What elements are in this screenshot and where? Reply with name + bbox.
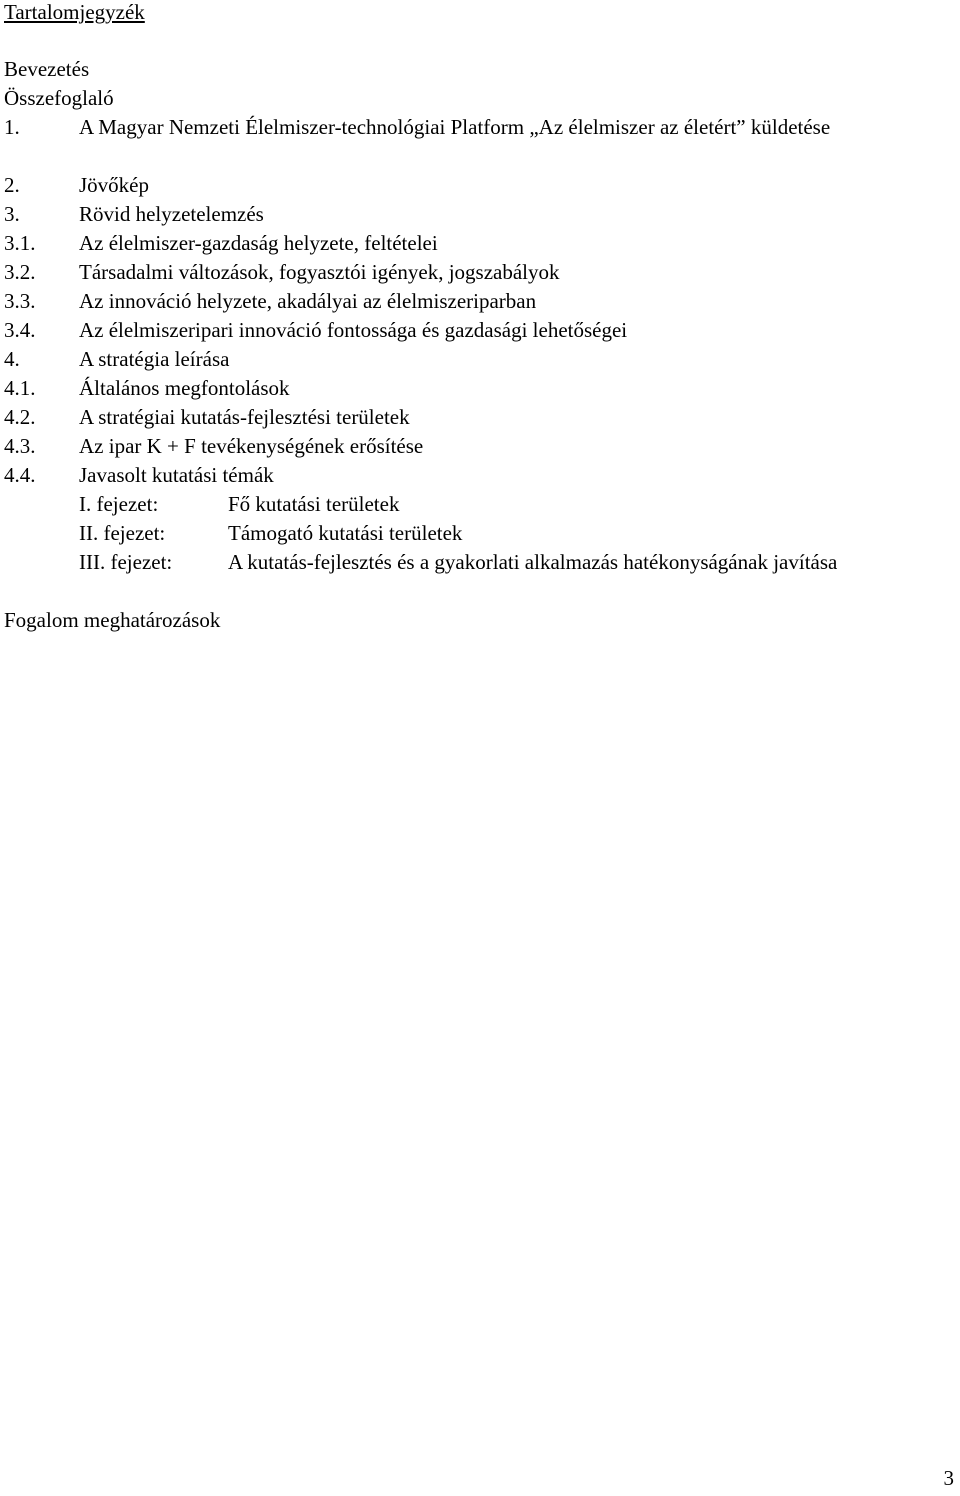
toc-entry-3-3 <box>0 287 960 316</box>
toc-entry-4-1 <box>0 374 960 403</box>
toc-entry-text: Az élelmiszeripari innováció fontossága és gazdasági lehetőségei <box>79 318 628 342</box>
toc-entry-text: A Magyar Nemzeti Élelmiszer-technológiai Platform „Az élelmiszer az életért” küldetése <box>79 115 831 139</box>
toc-entry-number: 4.3. <box>4 434 36 458</box>
toc-entry-text: A stratégiai kutatás-fejlesztési területek <box>79 405 410 429</box>
toc-entry-glossary <box>0 606 960 635</box>
toc-chapter-text: Fő kutatási területek <box>228 492 400 516</box>
toc-chapter-2 <box>0 519 960 548</box>
toc-entry-text: Társadalmi változások, fogyasztói igények, jogszabályok <box>79 260 560 284</box>
toc-entry-3-4 <box>0 316 960 345</box>
toc-entry-text: Fogalom meghatározások <box>4 608 221 632</box>
toc-entry-number: 2. <box>4 173 20 197</box>
toc-chapter-text: A kutatás-fejlesztés és a gyakorlati alkalmazás hatékonyságának javítása <box>228 550 838 574</box>
toc-entry-text: Rövid helyzetelemzés <box>79 202 264 226</box>
toc-entry-3-2 <box>0 258 960 287</box>
toc-entry-text: Általános megfontolások <box>79 376 290 400</box>
toc-chapter-3 <box>0 548 960 606</box>
toc-entry-4-2 <box>0 403 960 432</box>
toc-chapter-label: I. fejezet: <box>79 492 159 516</box>
toc-entry-number: 3. <box>4 202 20 226</box>
toc-entry-text: Az élelmiszer-gazdaság helyzete, feltételei <box>79 231 438 255</box>
toc-entry-text: Jövőkép <box>79 173 149 197</box>
table-of-contents <box>0 55 960 635</box>
page-title: Tartalomjegyzék <box>4 0 145 24</box>
toc-entry-text: Összefoglaló <box>4 86 114 110</box>
toc-entry-number: 4.4. <box>4 463 36 487</box>
toc-entry-3-1 <box>0 229 960 258</box>
toc-entry-intro <box>0 55 960 84</box>
toc-entry-text: Javasolt kutatási témák <box>79 463 274 487</box>
toc-entry-text: A stratégia leírása <box>79 347 230 371</box>
toc-chapter-text: Támogató kutatási területek <box>228 521 463 545</box>
toc-entry-summary <box>0 84 960 113</box>
toc-entry-number: 3.1. <box>4 231 36 255</box>
toc-entry-1 <box>0 113 960 171</box>
toc-entry-2 <box>0 171 960 200</box>
toc-entry-number: 4.1. <box>4 376 36 400</box>
toc-chapter-label: II. fejezet: <box>79 521 166 545</box>
toc-entry-text: Az innováció helyzete, akadályai az élelmiszeriparban <box>79 289 537 313</box>
toc-entry-number: 4.2. <box>4 405 36 429</box>
toc-chapter-1 <box>0 490 960 519</box>
toc-entry-4-4 <box>0 461 960 490</box>
toc-entry-number: 1. <box>4 115 20 139</box>
page-number: 3 <box>943 1466 954 1490</box>
toc-entry-text: Bevezetés <box>4 57 90 81</box>
toc-entry-number: 4. <box>4 347 20 371</box>
toc-entry-4-3 <box>0 432 960 461</box>
toc-entry-number: 3.2. <box>4 260 36 284</box>
toc-entry-text: Az ipar K + F tevékenységének erősítése <box>79 434 424 458</box>
toc-entry-4 <box>0 345 960 374</box>
toc-entry-3 <box>0 200 960 229</box>
toc-chapter-label: III. fejezet: <box>79 550 173 574</box>
toc-entry-number: 3.4. <box>4 318 36 342</box>
toc-entry-number: 3.3. <box>4 289 36 313</box>
